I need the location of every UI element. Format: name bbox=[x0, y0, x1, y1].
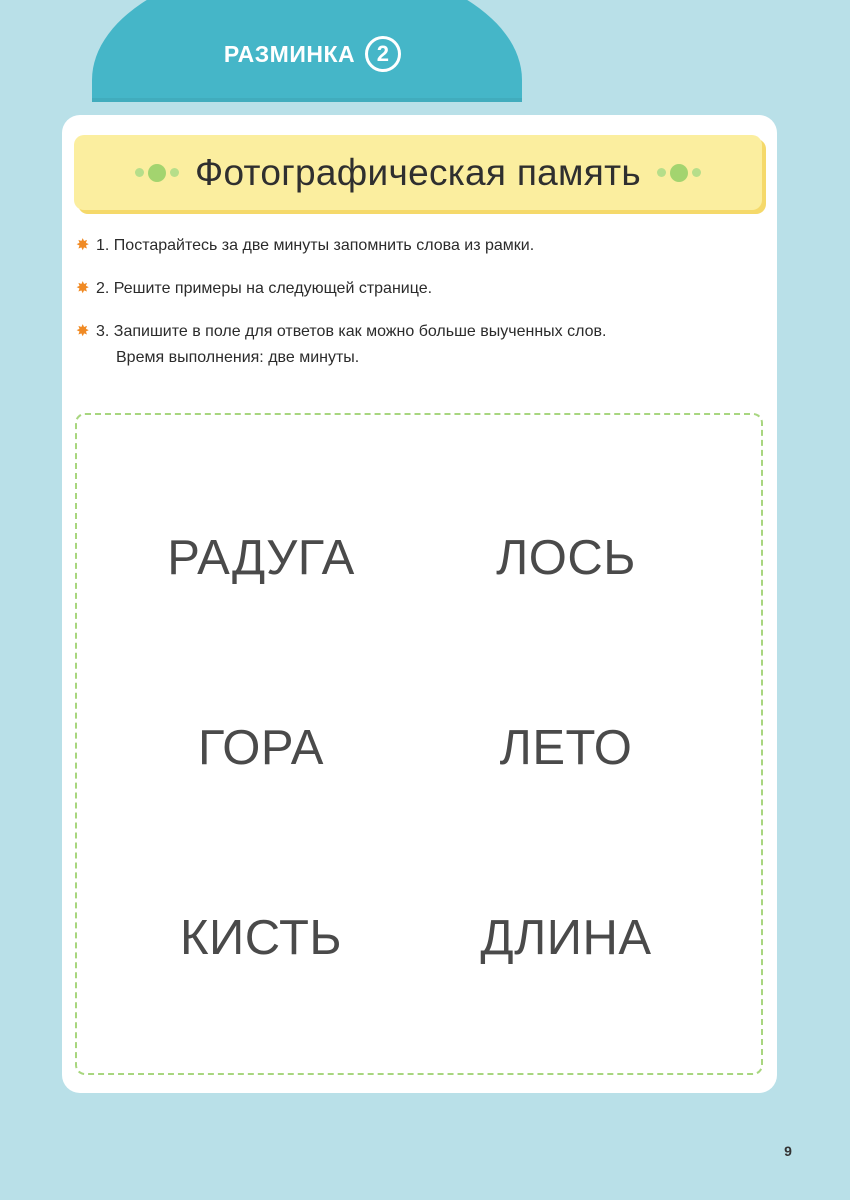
instruction-text: 1. Постарайтесь за две минуты запомнить слова из рамки. bbox=[96, 237, 535, 254]
star-bullet-icon: ✸ bbox=[76, 323, 90, 340]
memory-word: ГОРА bbox=[198, 721, 324, 775]
star-bullet-icon: ✸ bbox=[76, 237, 90, 254]
dots-decoration-left bbox=[135, 164, 179, 182]
instruction-text-line2: Время выполнения: две минуты. bbox=[116, 349, 360, 366]
memory-word: ЛЕТО bbox=[499, 721, 633, 775]
instruction-text: 2. Решите примеры на следующей странице. bbox=[96, 280, 433, 297]
memory-word: ЛОСЬ bbox=[496, 531, 636, 585]
instruction-item bbox=[76, 319, 756, 371]
instruction-item bbox=[76, 276, 756, 302]
section-label: РАЗМИНКА bbox=[223, 40, 356, 67]
memory-word: КИСТЬ bbox=[179, 911, 343, 965]
dots-decoration-right bbox=[657, 164, 701, 182]
page-number: 9 bbox=[784, 1143, 792, 1159]
instruction-item bbox=[76, 233, 756, 259]
instructions-list bbox=[76, 233, 756, 388]
instruction-text: 3. Запишите в поле для ответов как можно больше выученных слов. bbox=[96, 323, 607, 340]
page-title: Фотографическая память bbox=[195, 151, 641, 193]
title-banner bbox=[74, 135, 762, 210]
section-number-badge: 2 bbox=[365, 36, 401, 72]
memory-word: ДЛИНА bbox=[480, 911, 652, 965]
star-bullet-icon: ✸ bbox=[76, 280, 90, 297]
section-header bbox=[0, 36, 625, 72]
memory-word: РАДУГА bbox=[167, 531, 355, 585]
word-frame bbox=[75, 413, 763, 1075]
worksheet-card bbox=[62, 115, 777, 1093]
